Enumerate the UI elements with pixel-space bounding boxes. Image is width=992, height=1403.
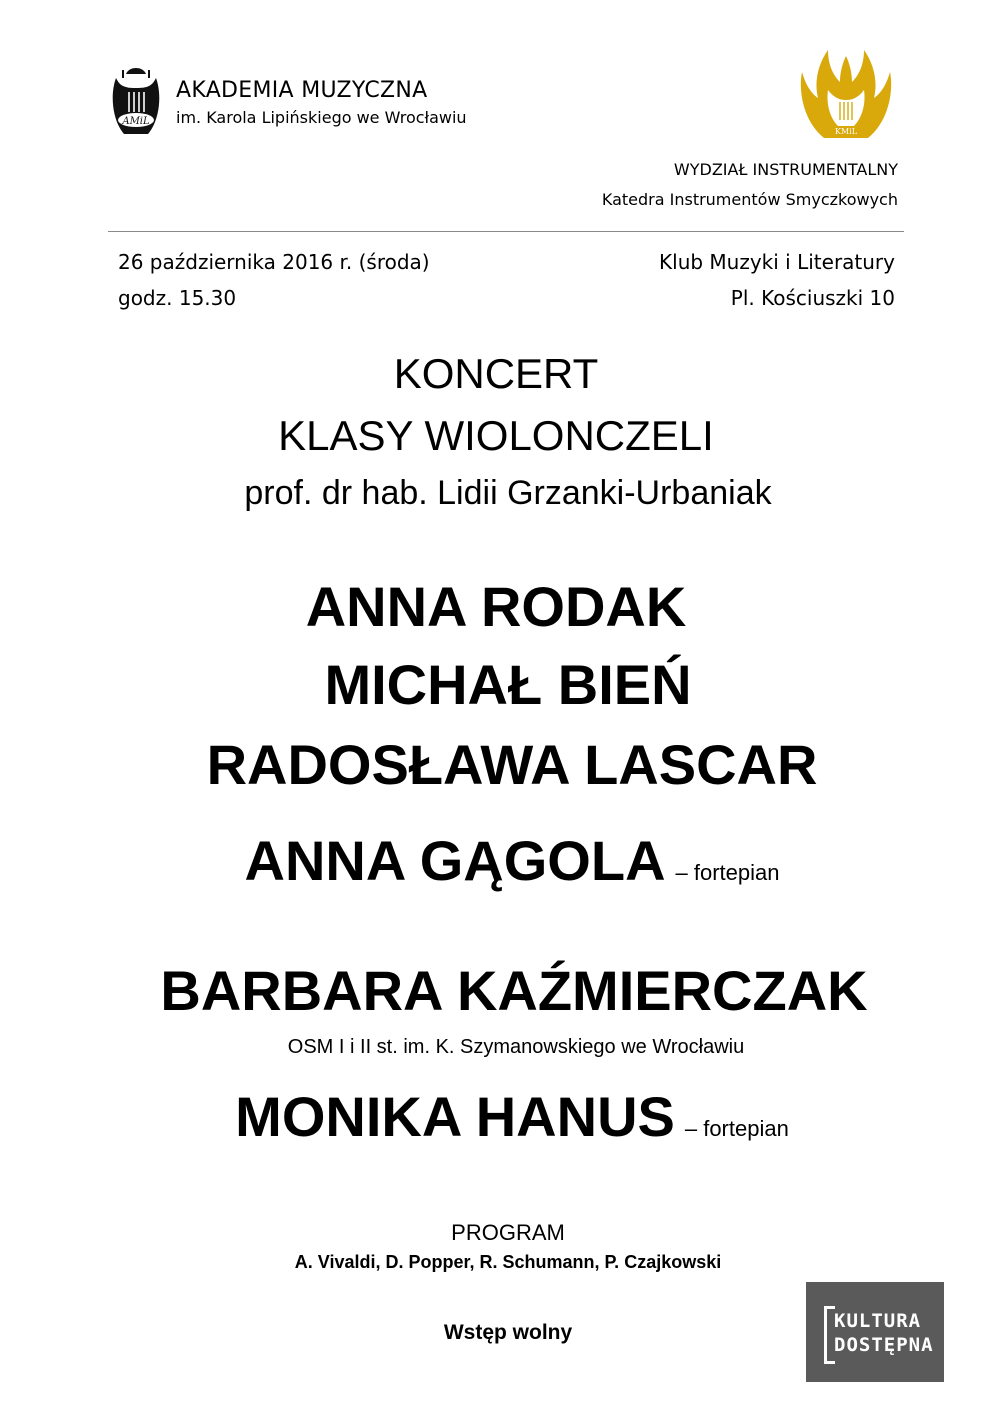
- badge-line2: DOSTĘPNA: [834, 1334, 934, 1356]
- svg-text:AMiL: AMiL: [122, 116, 150, 127]
- performer-name: ANNA RODAK: [305, 575, 687, 638]
- event-time: godz. 15.30: [118, 286, 237, 310]
- performer-name: ANNA GĄGOLA: [244, 829, 666, 892]
- performer-school: OSM I i II st. im. K. Szymanowskiego we Wrocławiu: [287, 1036, 745, 1058]
- academy-name: AKADEMIA MUZYCZNA: [176, 78, 428, 103]
- department: WYDZIAŁ INSTRUMENTALNY: [673, 160, 898, 179]
- performer-role: – fortepian: [684, 1116, 789, 1141]
- event-date: 26 października 2016 r. (środa): [118, 250, 430, 274]
- chair: Katedra Instrumentów Smyczkowych: [601, 190, 898, 209]
- kmil-flame-lyre-icon: [794, 42, 898, 146]
- program-label: PROGRAM: [451, 1220, 565, 1245]
- performer-row: [16, 1084, 992, 1149]
- performer-name: MICHAŁ BIEŃ: [324, 653, 692, 716]
- badge-line1: KULTURA: [834, 1310, 922, 1332]
- performer-name: BARBARA KAŹMIERCZAK: [160, 959, 868, 1022]
- kmil-logo-text: KMiL: [834, 127, 858, 136]
- performer-name: RADOSŁAWA LASCAR: [206, 733, 818, 796]
- performer-name: MONIKA HANUS: [235, 1085, 675, 1148]
- lyre-logo-icon: [108, 64, 164, 140]
- performer-row: [16, 828, 992, 893]
- title-professor: prof. dr hab. Lidii Grzanki-Urbaniak: [244, 474, 772, 512]
- program-composers: A. Vivaldi, D. Popper, R. Schumann, P. Czajkowski: [294, 1252, 722, 1272]
- free-entry: Wstęp wolny: [443, 1321, 573, 1344]
- title-class: KLASY WIOLONCZELI: [278, 412, 714, 459]
- performer-role: – fortepian: [675, 860, 780, 885]
- title-concert: KONCERT: [393, 350, 599, 397]
- event-venue: Klub Muzyki i Literatury: [659, 250, 895, 274]
- header-divider: [108, 231, 904, 232]
- kultura-dostepna-badge: [806, 1282, 944, 1382]
- academy-subtitle: im. Karola Lipińskiego we Wrocławiu: [176, 108, 467, 127]
- event-address: Pl. Kościuszki 10: [730, 286, 895, 310]
